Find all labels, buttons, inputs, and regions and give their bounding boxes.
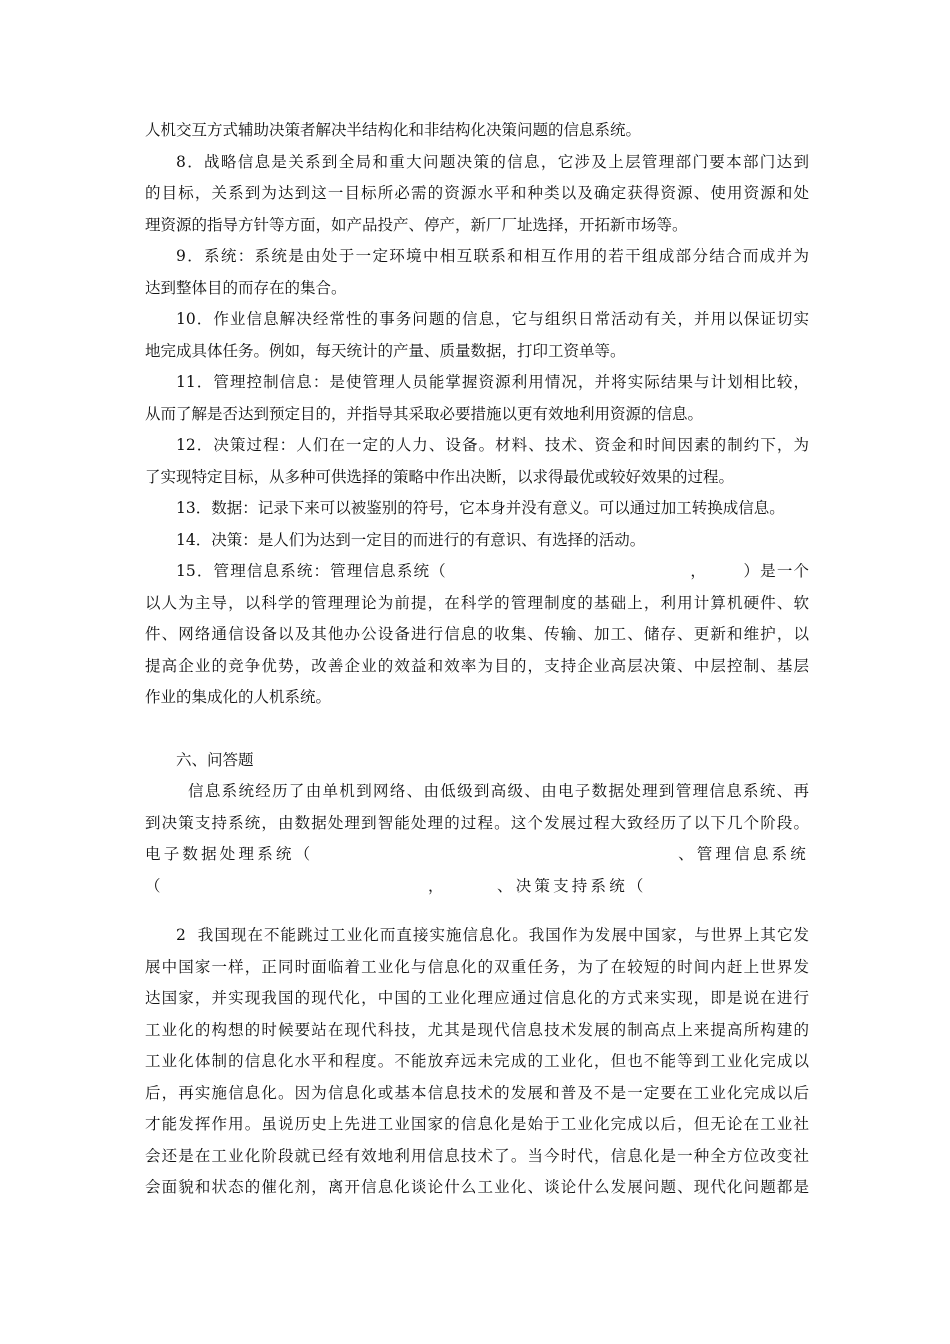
text-line: 理资源的指导方针等方面，如产品投产、停产，新厂厂址选择，开拓新市场等。	[145, 215, 688, 234]
text-line: 2 我国现在不能跳过工业化而直接实施信息化。我国作为发展中国家，与世界上其它发	[176, 926, 809, 944]
text-line: 达到整体目的而存在的集合。	[145, 278, 347, 297]
text-line: 8．战略信息是关系到全局和重大问题决策的信息，它涉及上层管理部门要本部门达到	[176, 152, 809, 171]
text-line-blanks	[145, 839, 809, 871]
text-line: 10．作业信息解决经常性的事务问题的信息，它与组织日常活动有关，并用以保证切实	[176, 310, 809, 328]
text-line: 以人为主导，以科学的管理理论为前提，在科学的管理制度的基础上，利用计算机硬件、软	[145, 593, 809, 612]
text-line: 件、网络通信设备以及其他办公设备进行信息的收集、传输、加工、储存、更新和维护，以	[145, 625, 809, 643]
text-line: 地完成具体任务。例如，每天统计的产量、质量数据，打印工资单等。	[145, 341, 626, 360]
text-line: 从而了解是否达到预定目的，并指导其采取必要措施以更有效地利用资源的信息。	[145, 404, 704, 423]
text-line: 12．决策过程：人们在一定的人力、设备。材料、技术、资金和时间因素的制约下，为	[176, 436, 809, 454]
text-line: 9．系统：系统是由处于一定环境中相互联系和相互作用的若干组成部分结合而成并为	[176, 247, 809, 265]
text-line: 15．管理信息系统：管理信息系统（ ， ）是一个	[176, 562, 809, 580]
text-line: 后，再实施信息化。因为信息化或基本信息技术的发展和普及不是一定要在工业化完成以后	[145, 1083, 809, 1102]
text-line: 14．决策：是人们为达到一定目的而进行的有意识、有选择的活动。	[176, 530, 646, 549]
text-line: 会面貌和状态的催化剂，离开信息化谈论什么工业化、谈论什么发展问题、现代化问题都是	[145, 1178, 809, 1196]
text-line: 工业化的构想的时候要站在现代科技，尤其是现代信息技术发展的制高点上来提高所构建的	[145, 1020, 809, 1039]
blank-label: 电子数据处理系统（	[145, 845, 314, 863]
text-line: 工业化体制的信息化水平和程度。不能放弃远未完成的工业化，但也不能等到工业化完成以	[145, 1052, 809, 1070]
text-line-blanks	[145, 871, 809, 903]
spacer	[145, 902, 809, 920]
blank-label: （	[145, 876, 164, 895]
text-line: 才能发挥作用。虽说历史上先进工业国家的信息化是始于工业化完成以后，但无论在工业社	[145, 1115, 809, 1133]
blank-label: 、决策支持系统（	[497, 876, 647, 895]
spacer	[145, 714, 809, 745]
text-line: 的目标，关系到为达到这一目标所必需的资源水平和种类以及确定获得资源、使用资源和处	[145, 184, 809, 202]
blank-label: 、管理信息系统	[678, 845, 809, 863]
section-heading: 六、问答题	[176, 750, 254, 769]
document-page	[145, 115, 809, 1204]
text-line: 11．管理控制信息：是使管理人员能掌握资源利用情况，并将实际结果与计划相比较，	[176, 373, 809, 391]
text-line: 提高企业的竞争优势，改善企业的效益和效率为目的，支持企业高层决策、中层控制、基层	[145, 656, 809, 675]
text-line: 达国家，并实现我国的现代化，中国的工业化理应通过信息化的方式来实现，即是说在进行	[145, 989, 809, 1007]
text-line: 信息系统经历了由单机到网络、由低级到高级、由电子数据处理到管理信息系统、再	[188, 782, 809, 800]
text-line: 了实现特定目标，从多种可供选择的策略中作出决断，以求得最优或较好效果的过程。	[145, 467, 735, 486]
text-line: 作业的集成化的人机系统。	[145, 688, 332, 706]
text-line: 人机交互方式辅助决策者解决半结构化和非结构化决策问题的信息系统。	[145, 121, 642, 139]
text-line: 展中国家一样，正同时面临着工业化与信息化的双重任务，为了在较短的时间内赶上世界发	[145, 957, 809, 976]
text-line: 到决策支持系统，由数据处理到智能处理的过程。这个发展过程大致经历了以下几个阶段。	[145, 813, 809, 832]
text-line: 13．数据：记录下来可以被鉴别的符号，它本身并没有意义。可以通过加工转换成信息。	[176, 499, 785, 517]
text-line: 会还是在工业化阶段就已经有效地利用信息技术了。当今时代，信息化是一种全方位改变社	[145, 1146, 809, 1165]
blank-label: ，	[428, 876, 447, 895]
